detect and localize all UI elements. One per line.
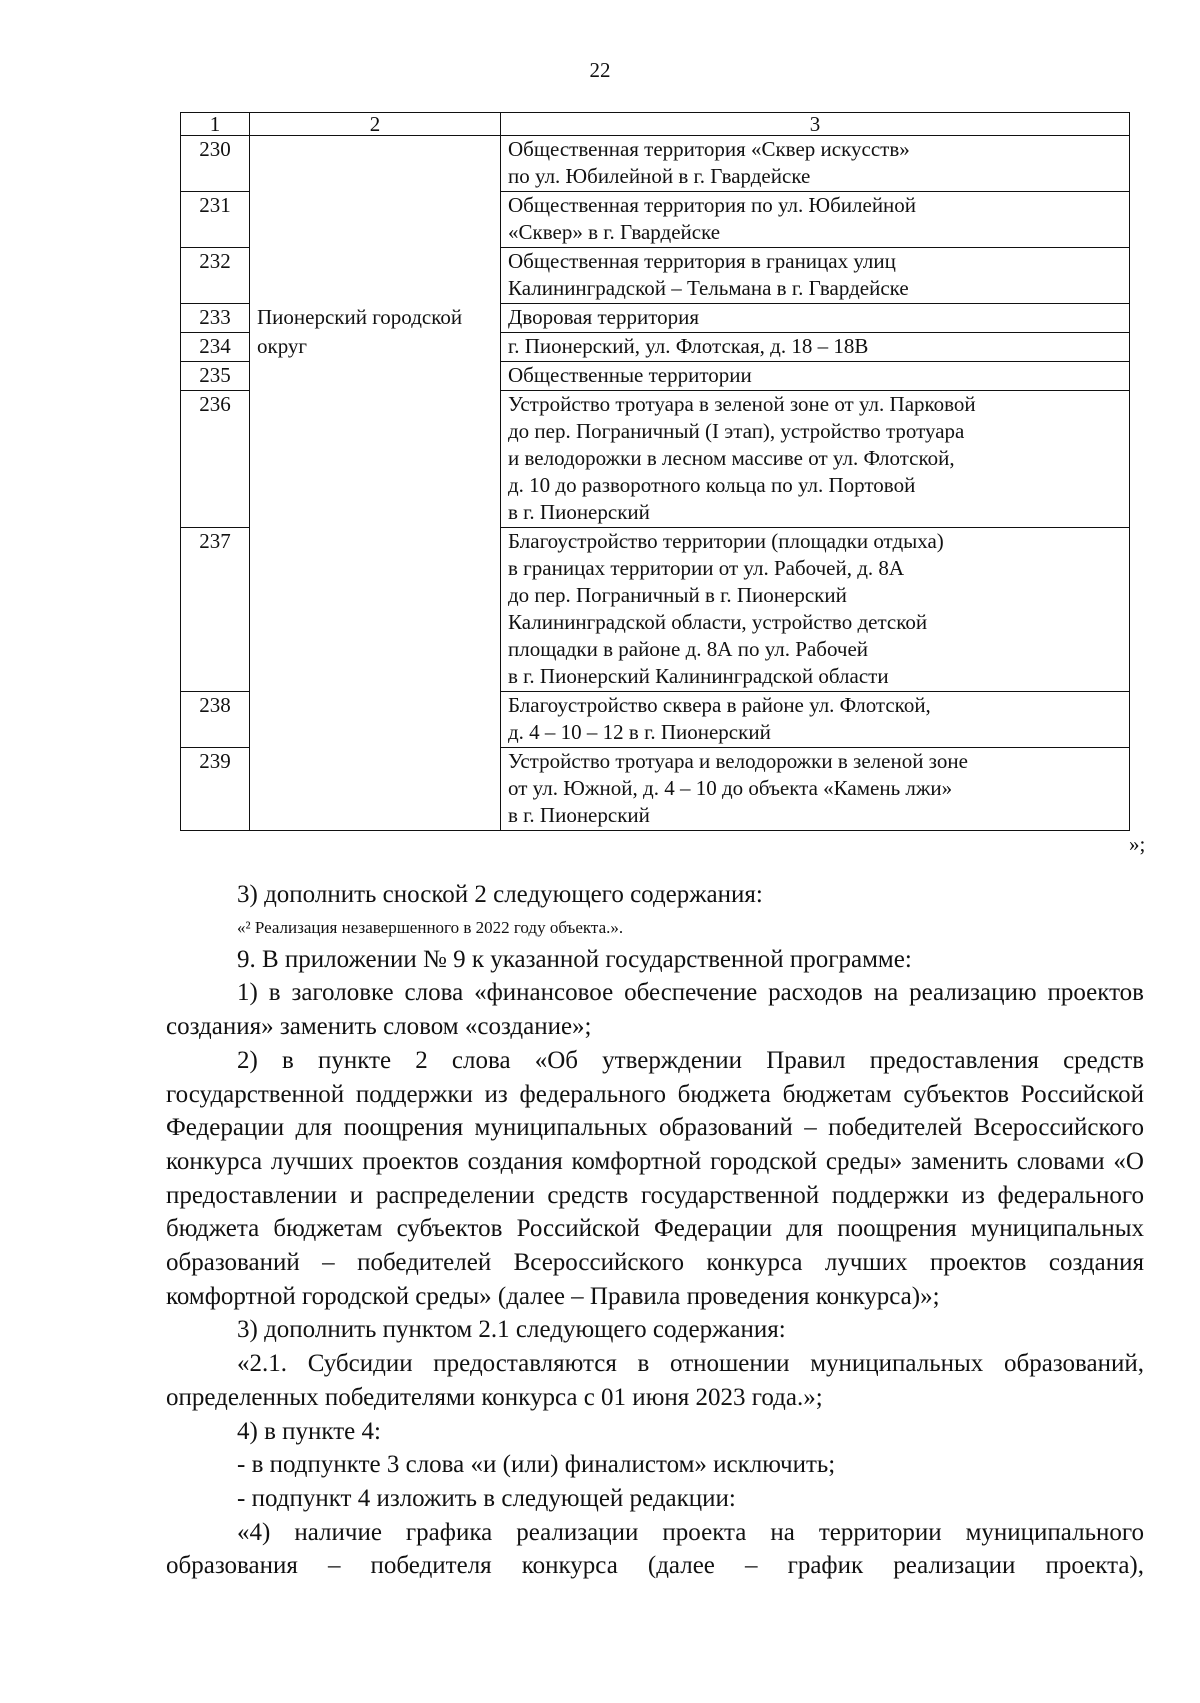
row-number: 232 — [181, 248, 250, 304]
body-paragraph: «4) наличие графика реализации проекта на территории муниципального образования – победителя конкурса (далее – график реализации проекта), — [166, 1518, 1144, 1580]
row-number: 231 — [181, 192, 250, 248]
body-paragraph: 4) в пункте 4: — [237, 1417, 381, 1445]
territory-description — [501, 304, 1130, 333]
row-number: 239 — [181, 748, 250, 831]
description-line: и велодорожки в лесном массиве от ул. Флотской, — [508, 446, 955, 470]
municipality-cell — [250, 136, 501, 192]
body-paragraph: 3) дополнить пунктом 2.1 следующего содержания: — [237, 1316, 786, 1344]
body-paragraph: 9. В приложении № 9 к указанной государственной программе: — [237, 945, 912, 973]
description-line: д. 10 до разворотного кольца по ул. Портовой — [508, 473, 916, 497]
row-number: 236 — [181, 391, 250, 528]
body-paragraph: - в подпункте 3 слова «и (или) финалистом» исключить; — [237, 1451, 836, 1479]
table-row — [181, 192, 1130, 248]
description-line: от ул. Южной, д. 4 – 10 до объекта «Камень лжи» — [508, 776, 953, 800]
description-line: Благоустройство сквера в районе ул. Флотской, — [508, 693, 931, 717]
territory-description — [501, 391, 1130, 528]
territory-description — [501, 248, 1130, 304]
body-paragraph: 2) в пункте 2 слова «Об утверждении Правил предоставления средств государственной поддержки из федерального бюджета бюджетам субъектов Российской Федерации для поощрения муниципальных образований – победителей Всероссийского конкурса лучших проектов создания комфортной городской среды» заменить словами «О предоставлении и распределении средств государственной поддержки из федерального бюджета бюджетам субъектов Российской Федерации для поощрения муниципальных образований – победителей Всероссийского конкурса лучших проектов создания комфортной городской среды» (далее – Правила проведения конкурса)»; — [166, 1046, 1144, 1310]
municipality-name-line2: округ — [257, 333, 308, 358]
description-line: в г. Пионерский — [508, 500, 650, 524]
municipality-name-line1: Пионерский городской — [257, 304, 463, 329]
municipality-cell — [250, 391, 501, 528]
header-col-1: 1 — [181, 113, 250, 136]
description-line: г. Пионерский, ул. Флотская, д. 18 – 18В — [508, 334, 869, 358]
description-line: Общественная территория по ул. Юбилейной — [508, 193, 917, 217]
table-row — [181, 304, 1130, 333]
description-line: Благоустройство территории (площадки отдыха) — [508, 529, 944, 553]
description-line: Устройство тротуара в зеленой зоне от ул. Парковой — [508, 392, 976, 416]
description-line: Устройство тротуара и велодорожки в зеленой зоне — [508, 749, 968, 773]
page-number: 22 — [589, 58, 611, 82]
table-row — [181, 391, 1130, 528]
territory-description — [501, 136, 1130, 192]
description-line: Калининградской – Тельмана в г. Гвардейске — [508, 276, 909, 300]
table-row — [181, 248, 1130, 304]
description-line: до пер. Пограничный в г. Пионерский — [508, 583, 847, 607]
row-number: 237 — [181, 528, 250, 692]
table-row — [181, 748, 1130, 831]
description-line: площадки в районе д. 8А по ул. Рабочей — [508, 637, 869, 661]
municipality-cell — [250, 528, 501, 692]
description-line: до пер. Пограничный (I этап), устройство тротуара — [508, 419, 965, 443]
header-col-2: 2 — [250, 113, 501, 136]
row-number: 234 — [181, 333, 250, 362]
municipality-cell — [250, 362, 501, 391]
description-line: Общественные территории — [508, 363, 752, 387]
row-number: 235 — [181, 362, 250, 391]
table-closing-mark: »; — [1129, 832, 1146, 856]
row-number: 230 — [181, 136, 250, 192]
description-line: в г. Пионерский — [508, 803, 650, 827]
territory-description — [501, 692, 1130, 748]
table-body — [181, 136, 1130, 831]
description-line: Дворовая территория — [508, 305, 699, 329]
table-row — [181, 692, 1130, 748]
municipality-cell — [250, 333, 501, 362]
municipality-cell — [250, 692, 501, 748]
body-paragraph: 1) в заголовке слова «финансовое обеспечение расходов на реализацию проектов создания» заменить словом «создание»; — [166, 979, 1144, 1041]
header-col-3: 3 — [501, 113, 1130, 136]
territories-table — [180, 112, 1130, 831]
body-paragraph: 3) дополнить сноской 2 следующего содержания: — [237, 881, 763, 908]
municipality-cell — [250, 248, 501, 304]
territory-description — [501, 362, 1130, 391]
row-number: 238 — [181, 692, 250, 748]
description-line: «Сквер» в г. Гвардейске — [508, 220, 721, 244]
row-number: 233 — [181, 304, 250, 333]
table-row — [181, 362, 1130, 391]
description-line: в границах территории от ул. Рабочей, д. 8А — [508, 556, 905, 580]
municipality-cell — [250, 748, 501, 831]
territory-description — [501, 528, 1130, 692]
table-row — [181, 136, 1130, 192]
table-row — [181, 333, 1130, 362]
table-header-row — [181, 113, 1130, 136]
description-line: в г. Пионерский Калининградской области — [508, 664, 889, 688]
table-row — [181, 528, 1130, 692]
territory-description — [501, 192, 1130, 248]
description-line: д. 4 – 10 – 12 в г. Пионерский — [508, 720, 771, 744]
municipality-cell — [250, 304, 501, 333]
body-paragraph: - подпункт 4 изложить в следующей редакции: — [237, 1484, 736, 1512]
description-line: Калининградской области, устройство детской — [508, 610, 928, 634]
territory-description — [501, 748, 1130, 831]
territory-description — [501, 333, 1130, 362]
body-paragraph: «2.1. Субсидии предоставляются в отношении муниципальных образований, определенных победителями конкурса с 01 июня 2023 года.»; — [166, 1350, 1144, 1411]
description-line: Общественная территория в границах улиц — [508, 249, 896, 273]
municipality-cell — [250, 192, 501, 248]
description-line: Общественная территория «Сквер искусств» — [508, 137, 910, 161]
footnote-text: «² Реализация незавершенного в 2022 году объекта.». — [237, 917, 624, 937]
document-body — [166, 878, 1144, 1583]
description-line: по ул. Юбилейной в г. Гвардейске — [508, 164, 811, 188]
